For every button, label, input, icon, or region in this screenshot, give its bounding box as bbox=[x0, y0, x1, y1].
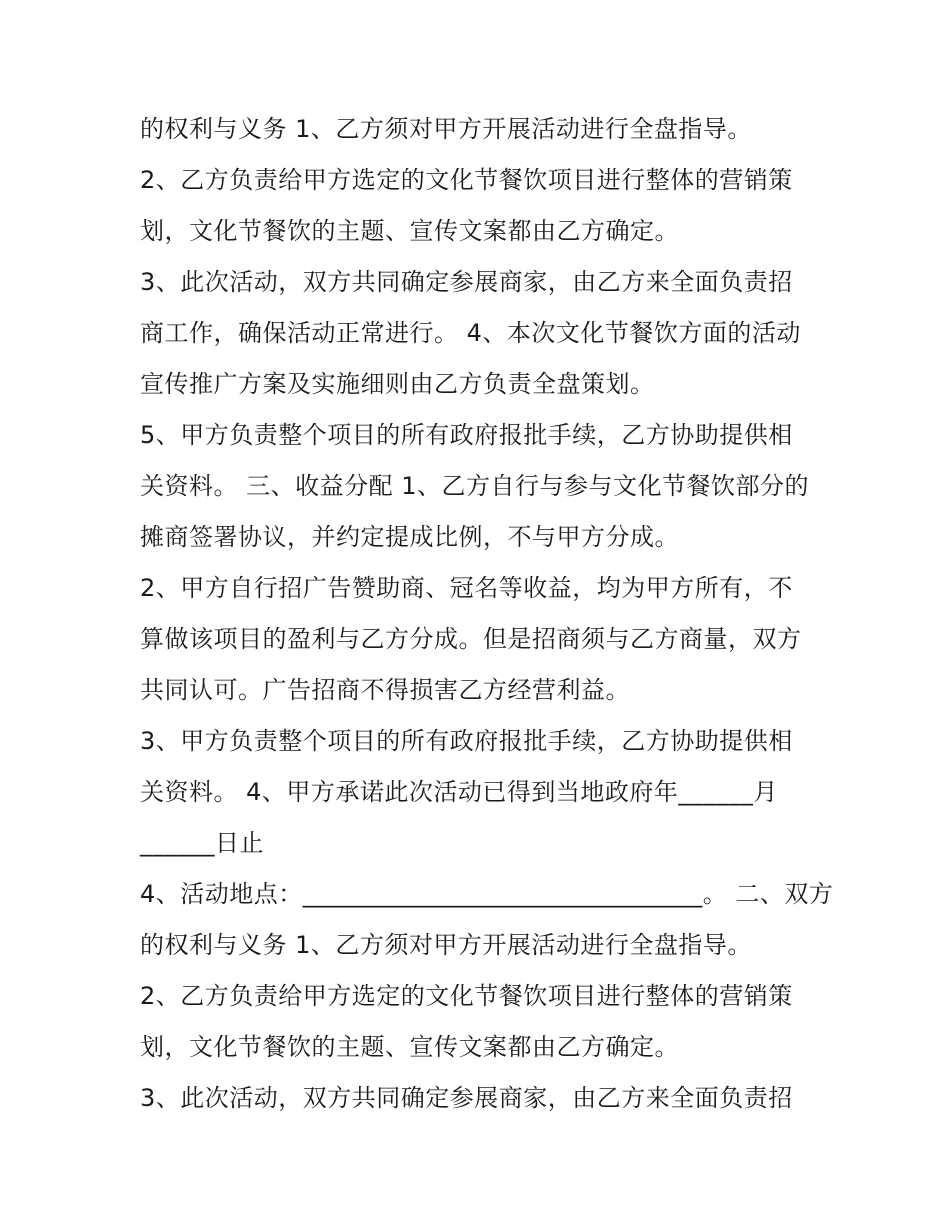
text-line: 的权利与义务 1、乙方须对甲方开展活动进行全盘指导。 bbox=[140, 115, 752, 143]
text-line: 的权利与义务 1、乙方须对甲方开展活动进行全盘指导。 bbox=[140, 931, 752, 959]
text-line: 关资料。 4、甲方承诺此次活动已得到当地政府年______月 bbox=[140, 778, 778, 806]
text-line: 共同认可。广告招商不得损害乙方经营利益。 bbox=[140, 676, 630, 704]
document-body bbox=[140, 104, 834, 1124]
text-line: 宣传推广方案及实施细则由乙方负责全盘策划。 bbox=[140, 370, 655, 398]
text-line: ______日止 bbox=[140, 829, 264, 857]
text-line: 3、甲方负责整个项目的所有政府报批手续，乙方协助提供相 bbox=[140, 727, 793, 755]
text-line: 2、乙方负责给甲方选定的文化节餐饮项目进行整体的营销策 bbox=[140, 982, 793, 1010]
text-line: 4、活动地点：________________________________。 二、双方 bbox=[140, 880, 834, 908]
text-line: 2、甲方自行招广告赞助商、冠名等收益，均为甲方所有，不 bbox=[140, 574, 793, 602]
text-line: 划，文化节餐饮的主题、宣传文案都由乙方确定。 bbox=[140, 1033, 679, 1061]
text-line: 摊商签署协议，并约定提成比例，不与甲方分成。 bbox=[140, 523, 679, 551]
text-line: 算做该项目的盈利与乙方分成。但是招商须与乙方商量，双方 bbox=[140, 625, 802, 653]
text-line: 5、甲方负责整个项目的所有政府报批手续，乙方协助提供相 bbox=[140, 421, 793, 449]
text-line: 3、此次活动，双方共同确定参展商家，由乙方来全面负责招 bbox=[140, 268, 793, 296]
text-line: 商工作，确保活动正常进行。 4、本次文化节餐饮方面的活动 bbox=[140, 319, 801, 347]
text-line: 3、此次活动，双方共同确定参展商家，由乙方来全面负责招 bbox=[140, 1084, 793, 1112]
text-line: 关资料。 三、收益分配 1、乙方自行与参与文化节餐饮部分的 bbox=[140, 472, 810, 500]
text-line: 2、乙方负责给甲方选定的文化节餐饮项目进行整体的营销策 bbox=[140, 166, 793, 194]
text-line: 划，文化节餐饮的主题、宣传文案都由乙方确定。 bbox=[140, 217, 679, 245]
